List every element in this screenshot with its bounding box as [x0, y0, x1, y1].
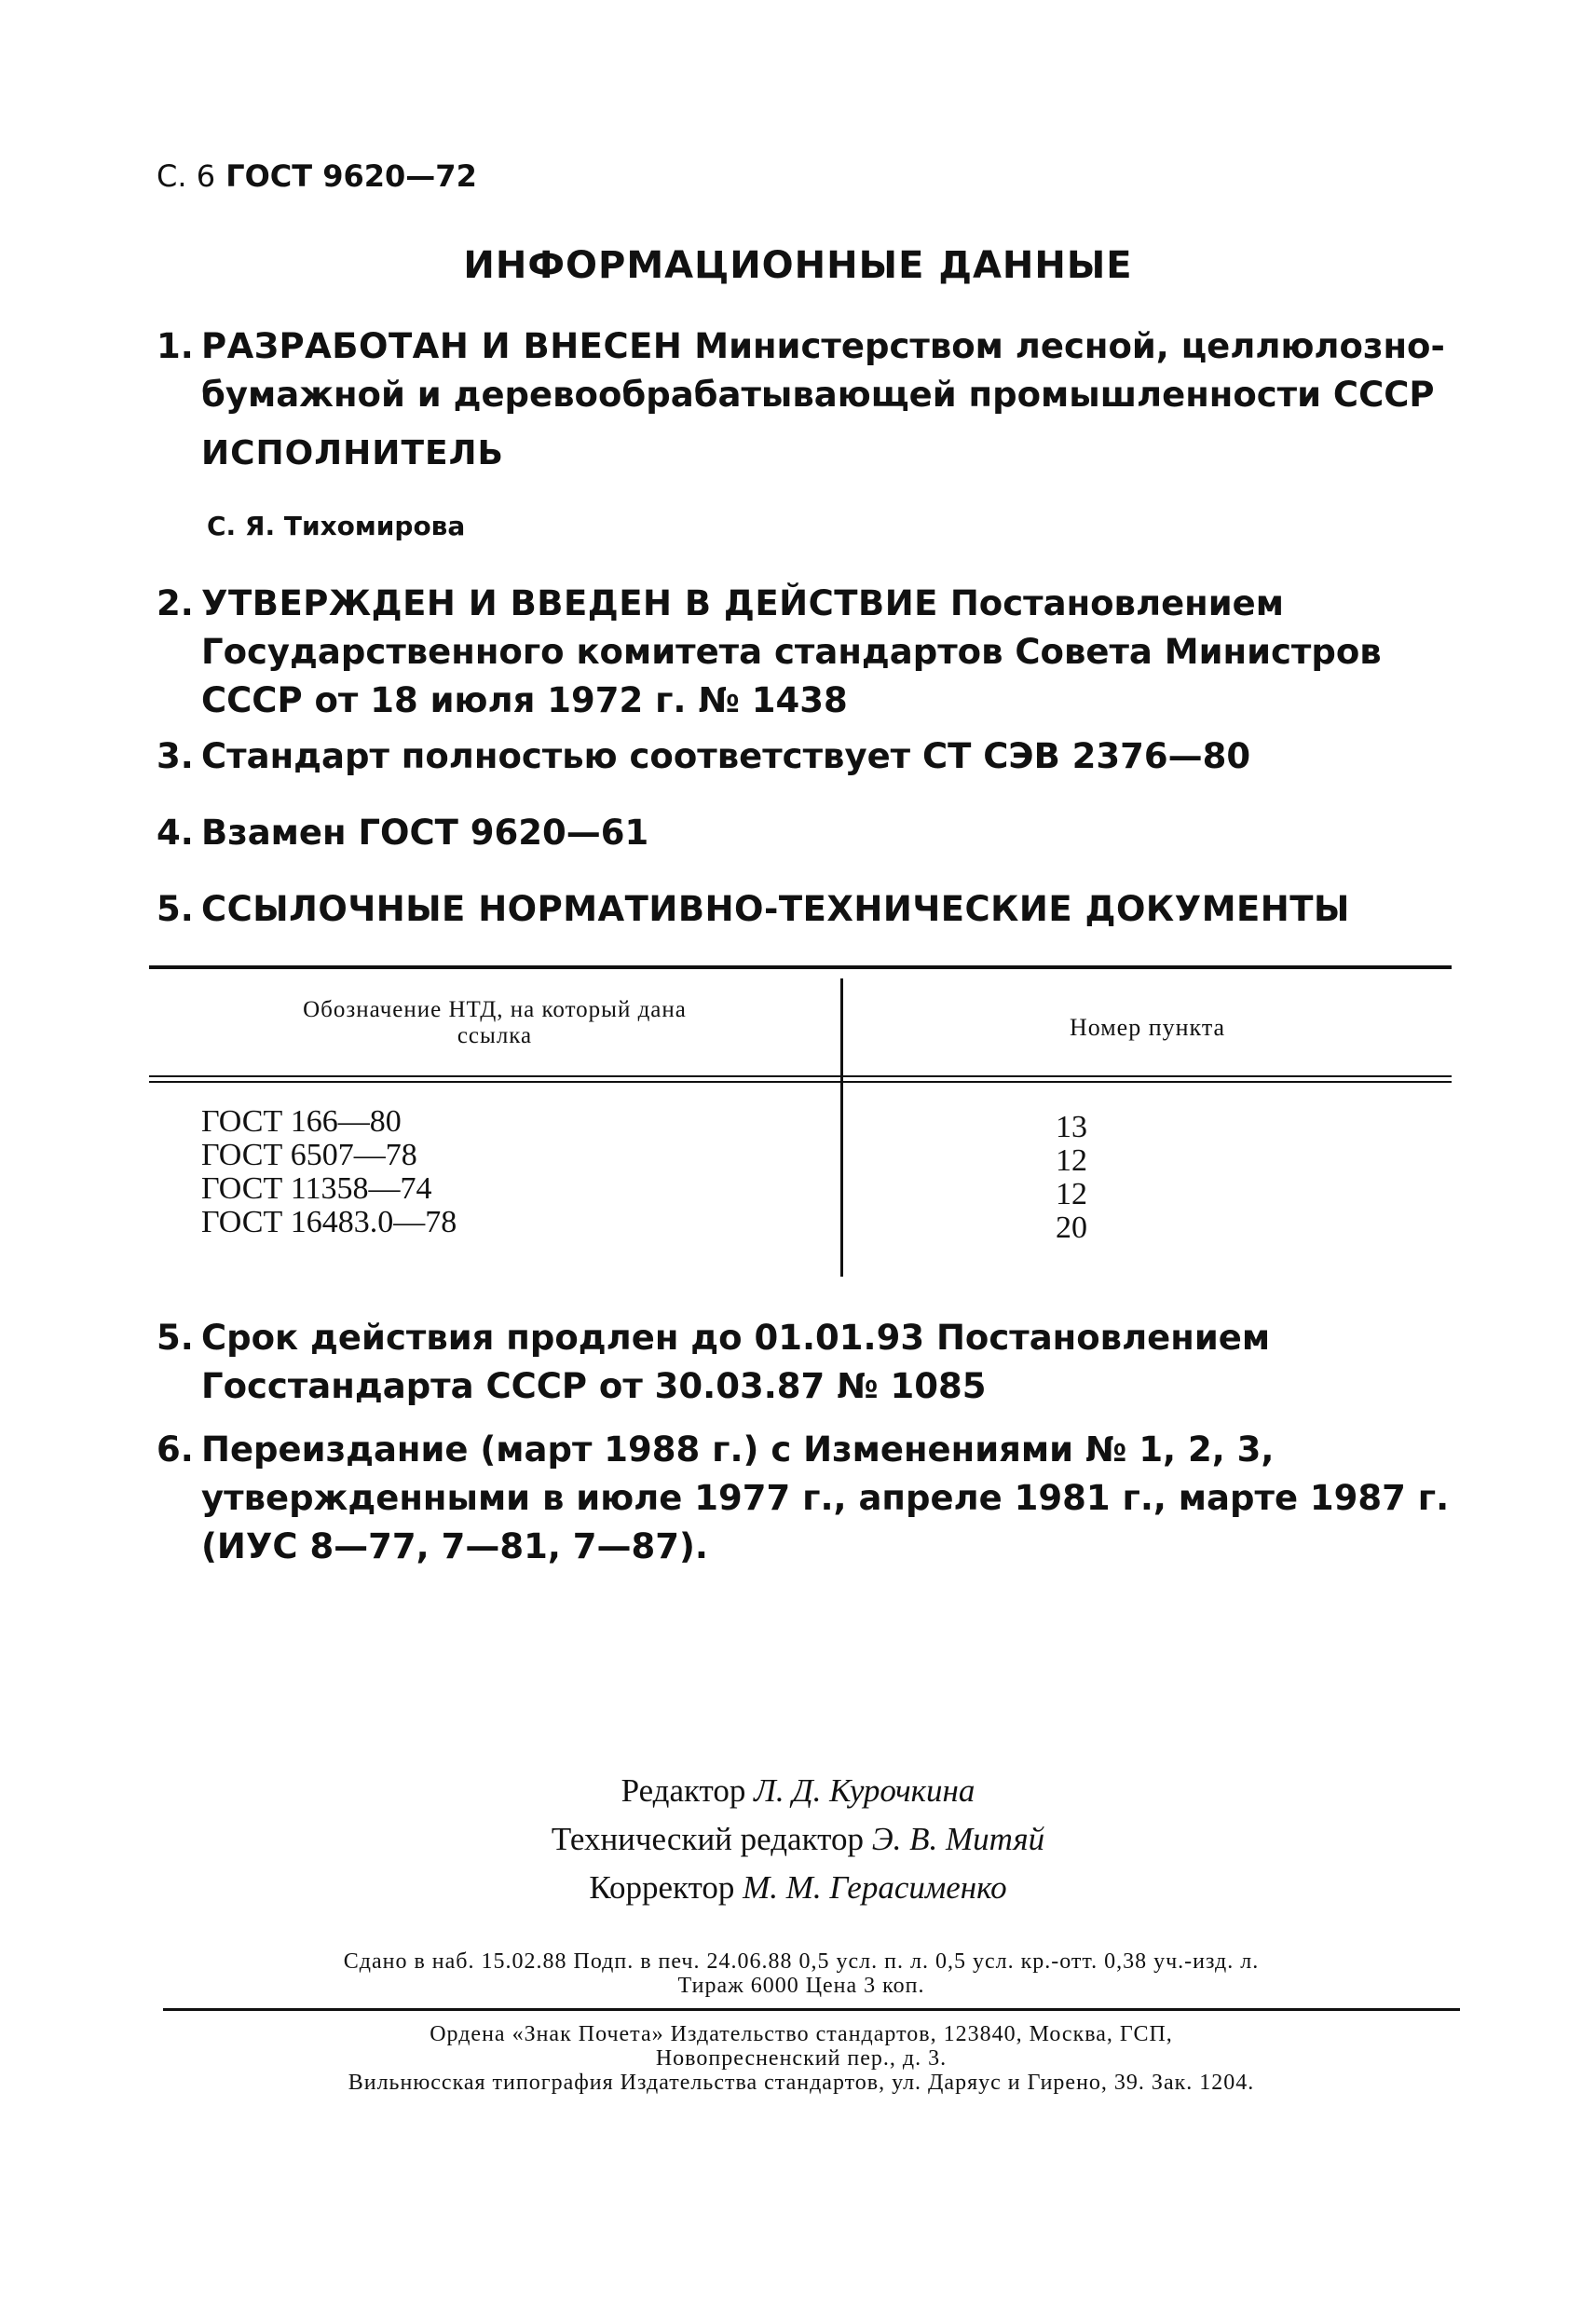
credit-line	[0, 1864, 1596, 1912]
item-text: Взамен ГОСТ 9620—61	[201, 813, 649, 853]
print-data: Сдано в наб. 15.02.88 Подп. в печ. 24.06.88 0,5 усл. п. л. 0,5 усл. кр.-отт. 0,38 уч.-изд. л.	[343, 1949, 1260, 1974]
table-cell-document: ГОСТ 166—80	[201, 1104, 402, 1139]
table-cell-clause: 20	[1056, 1210, 1087, 1245]
item-number: 3.	[157, 736, 194, 776]
item-number: 5.	[157, 1318, 194, 1358]
document-column	[201, 1105, 457, 1239]
item-lead: РАЗРАБОТАН И ВНЕСЕН	[201, 326, 683, 366]
credit-role: Технический редактор	[551, 1821, 864, 1857]
running-head	[157, 158, 477, 194]
info-item-1	[157, 322, 1461, 419]
printer-line: Вильнюсская типография Издательства стандартов, ул. Даряус и Гирено, 39. Зак. 1204.	[348, 2071, 1255, 2095]
column-header-clause: Номер пункта	[1069, 1014, 1226, 1041]
executor-heading: ИСПОЛНИТЕЛЬ	[201, 434, 504, 472]
item-text: ССЫЛОЧНЫЕ НОРМАТИВНО-ТЕХНИЧЕСКИЕ ДОКУМЕНТЫ	[201, 889, 1350, 929]
reference-documents-table	[149, 965, 1452, 1282]
column-header-document: Обозначение НТД, на который дана ссылка	[303, 997, 687, 1048]
info-item-4	[157, 809, 1461, 857]
page-title: ИНФОРМАЦИОННЫЕ ДАННЫЕ	[463, 244, 1133, 287]
item-lead: УТВЕРЖДЕН И ВВЕДЕН В ДЕЙСТВИЕ	[201, 583, 938, 623]
credit-name: Э. В. Митяй	[871, 1821, 1045, 1857]
credit-line	[0, 1815, 1596, 1864]
item-text: Министерством лесной, целлюлозно-бумажной и деревообрабатывающей промышленности СССР	[201, 326, 1445, 415]
table-cell-document: ГОСТ 16483.0—78	[201, 1205, 457, 1239]
table-top-rule	[149, 965, 1452, 969]
page-number: С. 6	[157, 158, 216, 194]
info-item-6	[157, 1426, 1461, 1571]
imprint-divider	[163, 2008, 1460, 2011]
executor-name: С. Я. Тихомирова	[207, 511, 466, 541]
credit-role: Корректор	[589, 1869, 735, 1906]
credit-name: М. М. Герасименко	[743, 1869, 1007, 1906]
table-cell-document: ГОСТ 6507—78	[201, 1138, 417, 1172]
item-number: 2.	[157, 583, 194, 623]
item-text: Стандарт полностью соответствует СТ СЭВ 2376—80	[201, 736, 1251, 776]
table-cell-clause: 12	[1056, 1143, 1087, 1178]
header-rule	[149, 1075, 1452, 1077]
item-text: Постановлением Государственного комитета стандартов Совета Министров СССР от 18 июля 1972 г. № 1438	[201, 583, 1382, 720]
item-number: 4.	[157, 813, 194, 853]
imprint-print-data	[149, 1949, 1453, 1998]
credit-line	[0, 1767, 1596, 1815]
item-number: 6.	[157, 1429, 194, 1470]
table-cell-document: ГОСТ 11358—74	[201, 1171, 432, 1206]
table-cell-clause: 13	[1056, 1110, 1087, 1144]
editorial-credits	[0, 1767, 1596, 1912]
imprint-publisher	[149, 2022, 1453, 2095]
item-number: 1.	[157, 326, 194, 366]
info-item-3	[157, 732, 1461, 781]
clause-column	[843, 1111, 1300, 1245]
table-cell-clause: 12	[1056, 1177, 1087, 1211]
info-item-5-references	[157, 885, 1461, 934]
item-text: Переиздание (март 1988 г.) с Изменениями № 1, 2, 3, утвержденными в июле 1977 г., апреле 1981 г., марте 1987 г. (ИУС 8—77, 7—81, 7—87).	[201, 1429, 1450, 1566]
item-text: Срок действия продлен до 01.01.93 Постановлением Госстандарта СССР от 30.03.87 № 1085	[201, 1318, 1271, 1406]
publisher-address: Новопресненский пер., д. 3.	[655, 2046, 948, 2071]
standard-number: ГОСТ 9620—72	[225, 158, 477, 194]
print-run: Тираж 6000 Цена 3 коп.	[677, 1974, 925, 1998]
header-rule	[149, 1081, 1452, 1083]
publisher-line: Ордена «Знак Почета» Издательство стандартов, 123840, Москва, ГСП,	[430, 2022, 1173, 2046]
item-number: 5.	[157, 889, 194, 929]
info-item-2	[157, 580, 1461, 725]
credit-role: Редактор	[621, 1772, 746, 1809]
info-item-validity	[157, 1314, 1461, 1411]
credit-name: Л. Д. Курочкина	[754, 1772, 975, 1809]
